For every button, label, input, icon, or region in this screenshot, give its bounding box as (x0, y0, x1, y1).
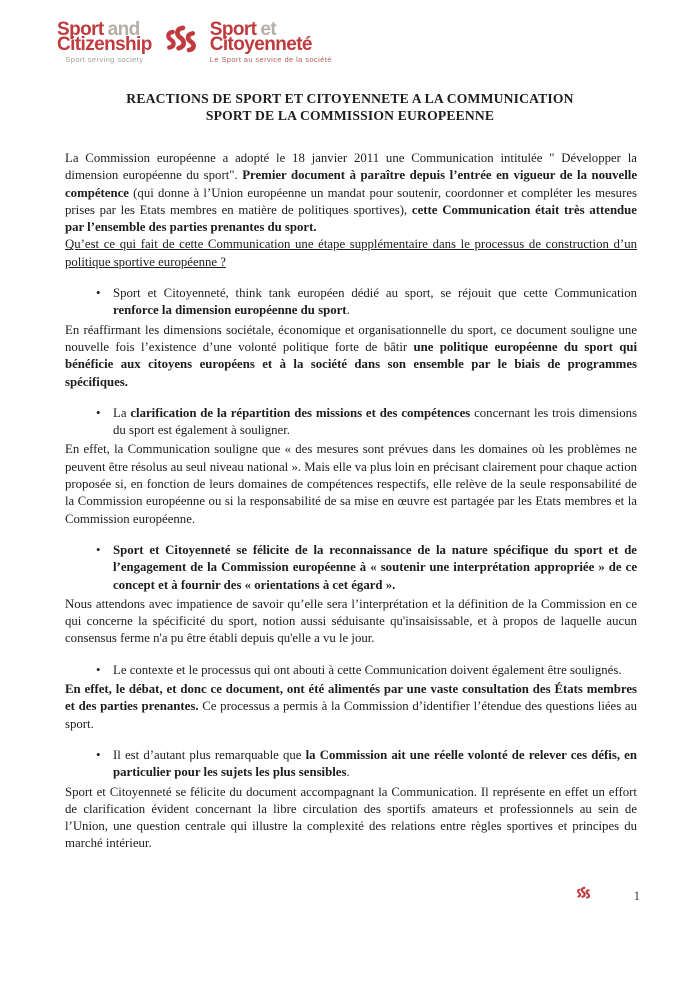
logo-word-citizenship: Citizenship (57, 34, 152, 55)
logo-tagline-fr: Le Sport au service de la société (209, 55, 332, 64)
text-run: . (346, 303, 350, 318)
logo-word-sport-fr: Sport (209, 19, 257, 40)
text-run: clarification de la répartition des missions et des compétences (130, 405, 475, 420)
section-question (65, 236, 637, 271)
text-run: En réaffirmant les dimensions sociétale, économique et organisationnelle du sport, ce document souligne une nouvelle fois l’existence d’une volonté politique forte de bâtir (65, 322, 637, 354)
document-body (65, 150, 637, 853)
bullet-icon: • (96, 405, 101, 420)
text-run: Le contexte et le processus qui ont abouti à cette Communication doivent également être soulignés. (113, 662, 622, 677)
text-run: Sport et Citoyenneté se félicite du document accompagnant la Communication. Il représente en effet un effort de clarification évident concernant la libre circulation des sportifs amateurs et professionnels au sein de l’Union, une question centrale qui illustre la complexité des relations entre règles sportives et principes du marché intérieur. (65, 784, 637, 851)
text-run: Nous attendons avec impatience de savoir qu’elle sera l’interprétation et la définition de la Commission en ce qui concerne la spécificité du sport, notion aussi séduisante qu'insaisissable, et à propos de laquelle aucun consensus ferme n'a pu être établi depuis qu'elle a vu le jour. (65, 596, 637, 646)
body-paragraph (65, 596, 637, 648)
text-run: Premier document à paraître depuis l’entrée en vigueur de la nouvelle compétence (65, 168, 637, 200)
bullet-icon: • (96, 286, 101, 301)
header-logo (57, 19, 332, 67)
text-run: Sport et Citoyenneté se félicite de la reconnaissance de la nature spécifique du sport et de l’engagement de la Commission européenne à « soutenir une interprétation appropriée » de ce concept et à fournir des « orientations à cet égard ». (113, 542, 637, 592)
bullet-icon: • (96, 662, 101, 677)
body-paragraph (65, 322, 637, 391)
text-run: En effet, la Communication souligne que « des mesures sont prévues dans les domaines où les problèmes ne peuvent être résolus au seul niveau national ». Mais elle va plus loin en précisant clairement pour chaque action proposée si, en fonction de leurs domaines de compétences respectifs, elle relève de la seule responsabilité de la Commission européenne ou si la responsabilité de sa mise en œuvre est partagée par les Etats membres et la Commission européenne. (65, 442, 637, 526)
logo-word-et: et (260, 19, 277, 40)
logo-word-sport-en: Sport (57, 19, 104, 40)
text-run: La (113, 405, 131, 420)
logo-sport-et-citoyennete (209, 19, 332, 64)
sss-wave-icon (164, 24, 198, 67)
text-run: Il est d’autant plus remarquable que (113, 747, 306, 762)
body-paragraph (65, 441, 637, 527)
text-run: cette Communication était très attendue par l’ensemble des parties prenantes du sport. (65, 202, 637, 235)
bullet-item (65, 662, 637, 679)
bullet-item (65, 542, 637, 594)
title-line1: REACTIONS DE SPORT ET CITOYENNETE A LA COMMUNICATION (126, 91, 574, 106)
text-run: Sport et Citoyenneté, think tank européen dédié au sport, se réjouit que cette Communication (113, 286, 637, 301)
body-paragraph (65, 150, 637, 236)
text-run: (qui donne à l’Union européenne un mandat pour soutenir, coordonner et compléter les mesures prises par les Etats membres en matière de politiques sportives), (65, 185, 637, 217)
text-run: une politique européenne du sport qui bénéficie aux citoyens européens et à la société dans son ensemble par le biais de programmes spécifiques. (65, 339, 637, 389)
text-run: la Commission ait une réelle volonté de relever ces défis, en particulier pour les sujets les plus sensibles (113, 747, 637, 780)
footer-logo-icon (576, 886, 591, 907)
page-number: 1 (633, 889, 640, 903)
text-run: Qu’est ce qui fait de cette Communication une étape supplémentaire dans le processus de construction d’un politique sportive européenne ? (65, 237, 637, 269)
title-line2: SPORT DE LA COMMISSION EUROPEENNE (205, 108, 495, 123)
text-run: concernant les trois dimensions du sport est également à souligner. (113, 405, 638, 438)
body-paragraph (65, 681, 637, 733)
bullet-icon: • (96, 542, 101, 557)
logo-word-citoyennete: Citoyenneté (209, 34, 312, 55)
bullet-icon: • (96, 747, 101, 762)
text-run: . (346, 765, 350, 780)
page-footer (0, 886, 640, 907)
bullet-item (65, 405, 637, 440)
text-run: Ce processus a permis à la Commission d’identifier l’étendue des questions liées au sport. (65, 699, 637, 731)
logo-tagline-en: Sport serving society (65, 55, 144, 64)
bullet-item (65, 747, 637, 782)
text-run: En effet, le débat, et donc ce document, ont été alimentés par une vaste consultation des États membres et des parties prenantes. (65, 682, 637, 714)
body-paragraph (65, 784, 637, 853)
text-run: La Commission européenne a adopté le 18 janvier 2011 une Communication intitulée " Développer la dimension européenne du sport". (65, 151, 637, 183)
logo-sport-and-citizenship (57, 19, 152, 64)
logo-word-and: and (107, 19, 140, 40)
bullet-item (65, 285, 637, 320)
text-run: renforce la dimension européenne du sport (113, 303, 347, 318)
